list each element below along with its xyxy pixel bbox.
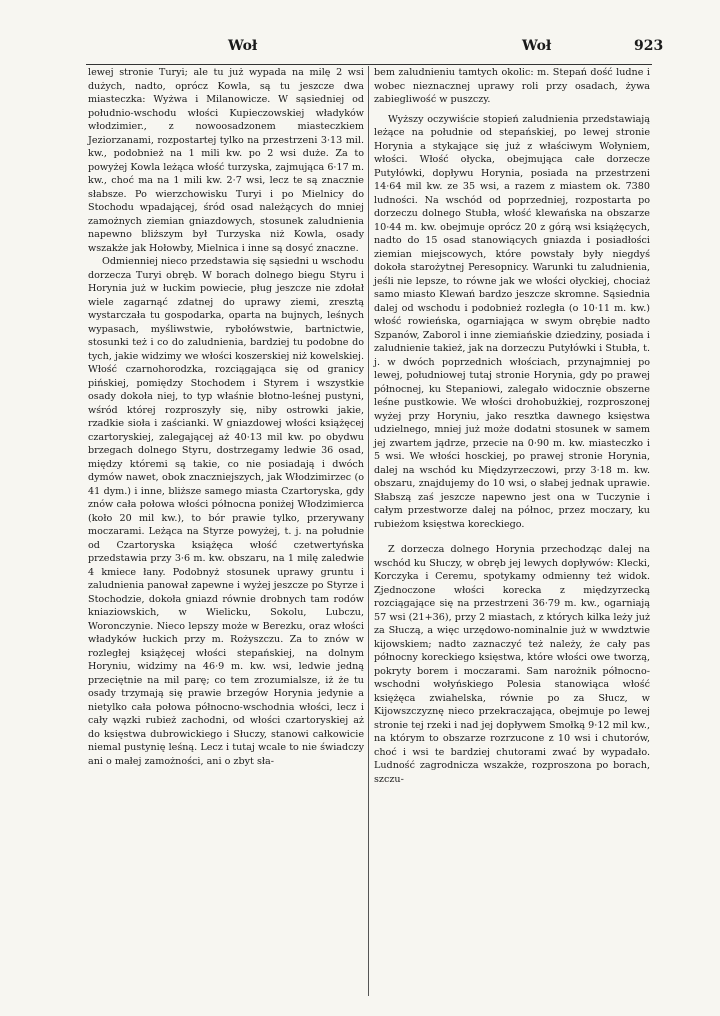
left-paragraph-2: Odmienniej nieco przedstawia się sąsiedni u wschodu dorzecza Turyi obręb. W borach dolnego biegu Styru i Horynia już w łuckim powiecie, pług jeszcze nie zdołał wiele zagarnąć zdatnej do uprawy ziemi, zresztą wystarczała tu gospodarka, oparta na bujnych, leśnych wypasach, myśliwstwie, rybołówstwie, bartnictwie, stosunki też i co do zaludnienia, bardziej tu podobne do tych, jakie widzimy we włości koszerskiej niż kowelskiej. Włość czarnohorodzka, rozciągająca się od granicy pińskiej, pomiędzy Stochodem i Styrem i wszystkie osady dokoła niej, to typ właśnie błotno-leśnej pustyni, wśród której rozproszyły się, niby ostrowki jakie, rzadkie sioła i zaścianki. W gniazdowej włości książęcej czartoryskiej, zalegającej aż 40·13 mil kw. po obydwu brzegach dolnego Styru, dostrzegamy ledwie 36 osad, między któremi są takie, co nie posiadają i dwóch dymów nawet, obok znaczniejszych, jak Włodzimirzec (o 41 dym.) i inne, bliższe samego miasta Czartoryska, gdy znów cała połowa włości północna poniżej Włodzimierca (koło 20 mil kw.), to bór prawie tylko, przerywany moczarami. Leżąca na Styrze powyżej, t. j. na południe od Czartoryska książęca włość czetwertyńska przedstawia przy 3·6 m. kw. obszaru, na 1 milę zaledwie 4 kmiece łany. Podobnyż stosunek uprawy gruntu i zaludnienia panował zapewne i wyżej jeszcze po Styrze i Stochodzie, dokoła gniazd równie drobnych tam rodów kniaziowskich, w Wielicku, Sokolu, Lubczu, Woronczynie. Nieco lepszy może w Berezku, oraz włości władyków łuckich przy m. Rożyszczu. Za to znów w rozległej książęcej włości stepańskiej, na dolnym Horyniu, widzimy na 46·9 m. kw. wsi, ledwie jedną przeciętnie na mil parę; co tem zrozumialsze, iż że tu osady trzymają się prawie brzegów Horynia jedynie a nietylko cała połowa północno-wschodnia włości, lecz i cały wązki rubież zachodni, od włości czartoryskiej aż do księstwa dubrowickiego i Słuczy, stanowi całkowicie niemal pustynię leśną. Lecz i tutaj wcale to nie świadczy ani o małej zamożności, ani o zbyt sła- (88, 256, 364, 767)
right-paragraph-2: Wyższy oczywiście stopień zaludnienia przedstawiają leżące na południe od stepańskiej, po lewej stronie Horynia a stykające się już z właściwym Wołyniem, włości. Włość ołycka, obejmująca całe dorzecze Putyłówki, dopływu Horynia, posiada na przestrzeni 14·64 mil kw. ze 35 wsi, a razem z miastem ok. 7380 ludności. Na wschód od poprzedniej, rozpostarta po dorzeczu dolnego Stubła, włość klewańska na obszarze 10·44 m. kw. obejmuje oprócz 20 z górą wsi książęcych, nadto do 15 osad stanowiących gniazda i posiadłości ziemian miejscowych, które powstały były niegdyś dokoła starożytnej Peresopnicy. Warunki tu zaludnienia, jeśli nie lepsze, to równe jak we włości ołyckiej, chociaż samo miasto Klewań bardzo jeszcze skromne. Sąsiednia dalej od wschodu i podobnież rozległa (o 10·11 m. kw.) włość rowieńska, ogarniająca w swym obrębie nadto Szpanów, Zaborol i inne ziemiańskie dziedziny, posiada i zaludnienie takież, jak na dorzeczu Putyłówki i Stubła, t. j. w dwóch poprzednich włościach, przynajmniej po lewej, południowej tutaj stronie Horynia, gdy po prawej północnej, ku Stepaniowi, zalegało widocznie obszerne leśne pustkowie. We włości drohobużkiej, rozproszonej wyżej przy Horyniu, jako resztka dawnego księstwa udzielnego, mniej już może dodatni stosunek w samem jej zwartem jądrze, przecie na 0·90 m. kw. miasteczko i 5 wsi. We włości hosckiej, po prawej stronie Horynia, dalej na wschód ku Międzyrzeczowi, przy 3·18 m. kw. obszaru, znajdujemy do 10 wsi, o słabej jednak uprawie. Słabszą zaś jeszcze napewno jest ona w Tuczynie i całym przestworze dalej na północ, przez moczary, ku rubieżom księstwa koreckiego. (374, 113, 650, 530)
left-column (88, 66, 364, 768)
column-divider (368, 66, 369, 996)
right-paragraph-3: Z dorzecza dolnego Horynia przechodząc dalej na wschód ku Słuczy, w obręb jej lewych dopływów: Klecki, Korczyka i Ceremu, spotykamy odmienny też widok. Zjednoczone włości korecka z międzyrzecką rozciągające się na przestrzeni 36·79 m. kw., ogarniają 57 wsi (21+36), przy 2 miastach, z których kilka leży już za Słuczą, a więc urzędowo-nominalnie już w wwdztwie kijowskiem; nadto zaznaczyć też należy, że cały pas północny koreckiego księstwa, które włości owe tworzą, pokryty borem i moczarami. Sam narożnik północno-wschodni wołyńskiego Polesia stanowiąca włość księżęca zwiahelska, równie po za Słucz, w Kijowszczyznę nieco przekraczająca, obejmuje po lewej stronie tej rzeki i nad jej dopływem Smołką 9·12 mil kw., na którym to obszarze rozrzucone z 10 wsi i chutorów, choć i wsi te bardziej chutorami zwać by wypadało. Ludność zagrodnicza wszakże, rozproszona po borach, szczu- (374, 544, 650, 785)
left-paragraph-1: lewej stronie Turyi; ale tu już wypada na milę 2 wsi dużych, nadto, oprócz Kowla, są tu jeszcze dwa miasteczka: Wyżwa i Milanowicze. W sąsiedniej od południo-wschodu włości Kupieczowskiej władyków włodzimier., z nowoosadzonem miasteczkiem Jeziorzanami, rozpostartej tylko na przestrzeni 3·13 mil. kw., podobnież na 1 mili kw. po 2 wsi duże. Za to powyżej Kowla leżąca włość turzyska, zajmująca 6·17 m. kw., choć ma na 1 mili kw. 2·7 wsi, lecz te są znacznie słabsze. Po wierzchowisku Turyi i po Mielnicy do Stochodu wpadającej, śród osad należących do mniej zamożnych ziemian gniazdowych, stosunek zaludnienia napewno bliższym był Turzyska niż Kowla, osady wszakże jak Hołowby, Mielnica i inne są dosyć znaczne. (88, 67, 364, 254)
header-left-title: Woł (228, 38, 258, 54)
right-paragraph-1: bem zaludnieniu tamtych okolic: m. Stepań dość ludne i wobec nieznacznej uprawy roli przy osadach, żywa zabiegliwość w puszczy. (374, 67, 650, 105)
page-number: 923 (634, 38, 664, 54)
right-column (374, 66, 650, 786)
header-right-title: Woł (522, 38, 552, 54)
header-rule (86, 64, 652, 65)
